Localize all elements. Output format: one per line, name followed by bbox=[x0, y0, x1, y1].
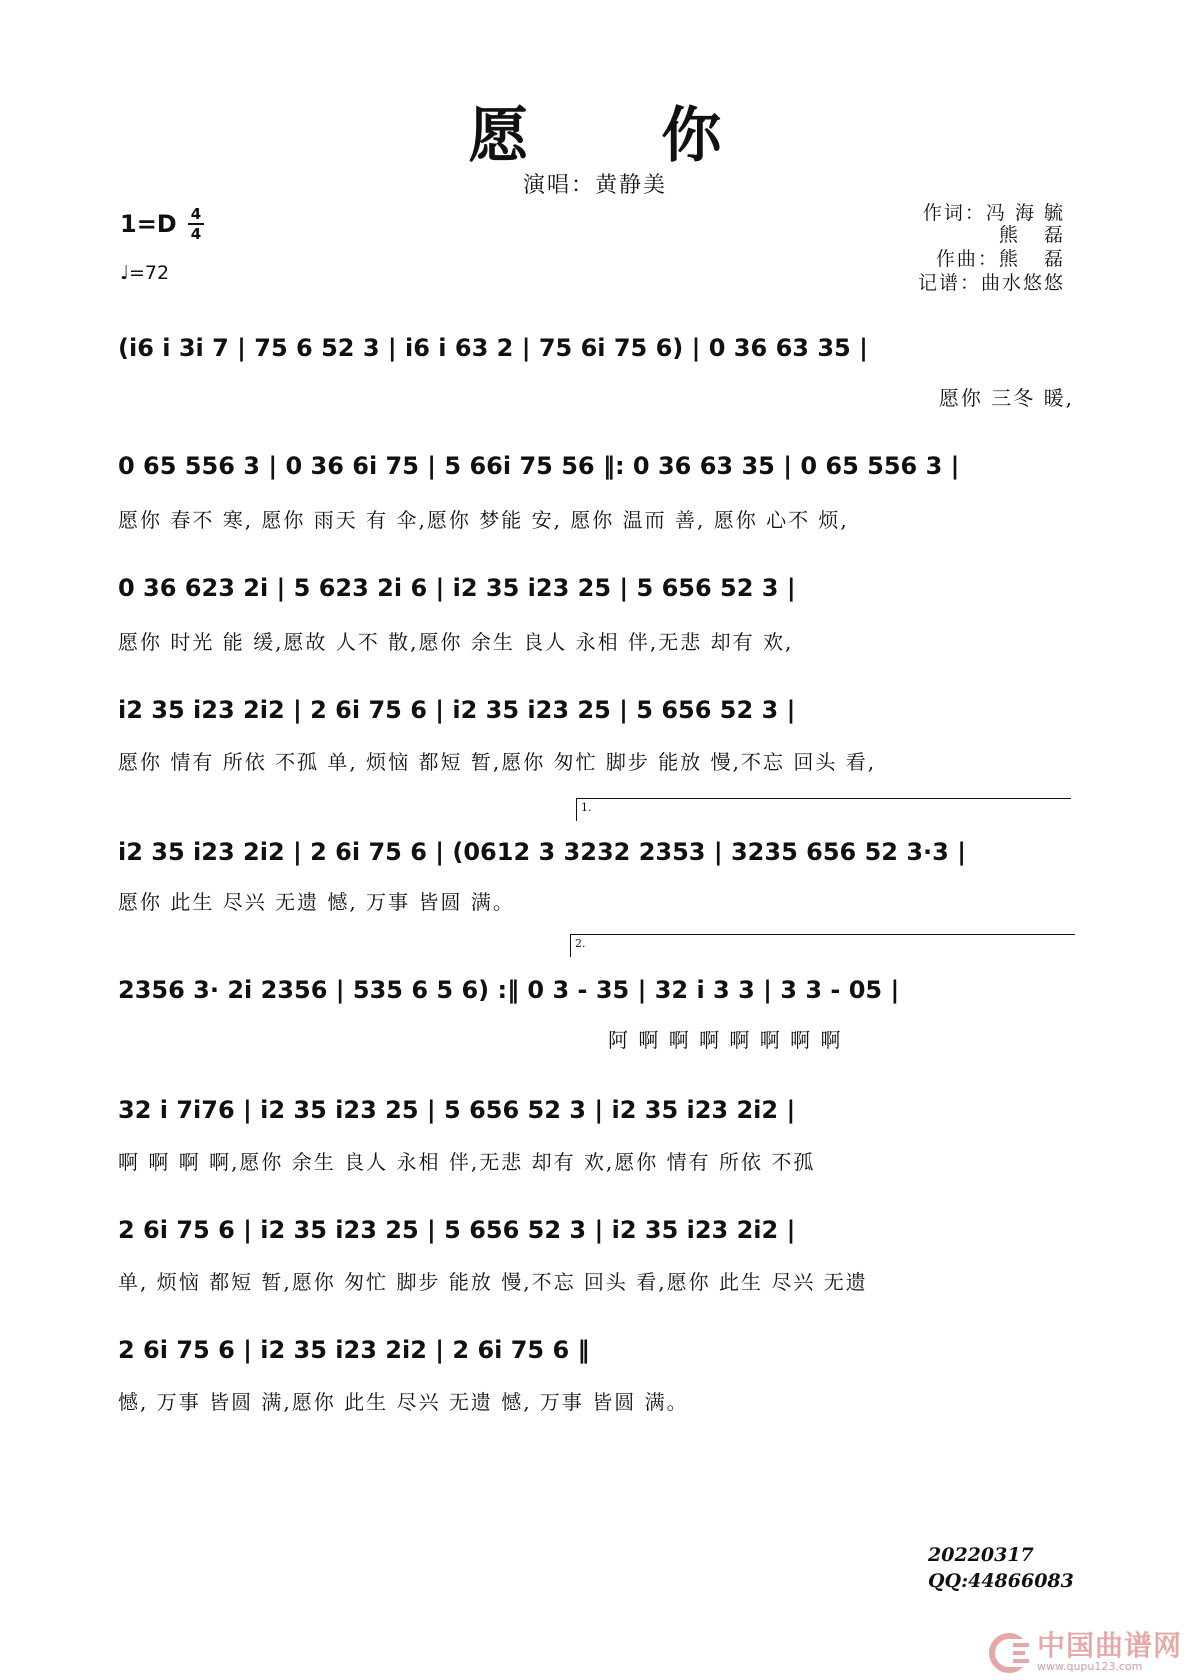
notation-row: i2 35 i23 2i2 | 2 6i 75 6 | (0612 3 3232 2353 | 3235 656 52 3·3 | bbox=[118, 838, 966, 866]
lyric-row: 愿你 时光 能 缓,愿故 人不 散,愿你 余生 良人 永相 伴,无悲 却有 欢, bbox=[118, 630, 794, 654]
volta-second-ending: 2. bbox=[570, 934, 1075, 957]
lyric-row: 阿 啊 啊 啊 啊 啊 啊 啊 bbox=[608, 1028, 843, 1052]
lyricist-credit-2: 熊 磊 bbox=[998, 224, 1065, 246]
time-signature-bottom: 4 bbox=[190, 225, 202, 243]
site-watermark bbox=[989, 1629, 1182, 1673]
time-signature-top: 4 bbox=[190, 205, 202, 223]
lyric-row: 憾, 万事 皆圆 满,愿你 此生 尽兴 无遗 憾, 万事 皆圆 满。 bbox=[118, 1390, 689, 1414]
lyricist-credit: 作词：冯 海 毓 bbox=[922, 202, 1065, 224]
lyric-row: 愿你 情有 所依 不孤 单, 烦恼 都短 暂,愿你 匆忙 脚步 能放 慢,不忘 回头 看, bbox=[118, 750, 877, 774]
notation-row: 0 36 623 2i | 5 623 2i 6 | i2 35 i23 25 | 5 656 52 3 | bbox=[118, 574, 796, 602]
notation-row: 32 i 7i76 | i2 35 i23 25 | 5 656 52 3 | i2 35 i23 2i2 | bbox=[118, 1096, 796, 1124]
lyric-row: 愿你 三冬 暖, bbox=[938, 386, 1074, 410]
tempo-marking: ♩=72 bbox=[120, 262, 170, 284]
transcriber-credit: 记谱：曲水悠悠 bbox=[917, 272, 1065, 294]
volta-first-ending: 1. bbox=[576, 798, 1071, 821]
notation-row: 2 6i 75 6 | i2 35 i23 25 | 5 656 52 3 | i2 35 i23 2i2 | bbox=[118, 1216, 796, 1244]
notation-row: 0 65 556 3 | 0 36 6i 75 | 5 66i 75 56 ‖: 0 36 63 35 | 0 65 556 3 | bbox=[118, 452, 960, 480]
singer-credit: 演唱：黄静美 bbox=[522, 173, 667, 198]
watermark-url: www.qupu123.com bbox=[1036, 1660, 1143, 1673]
watermark-logo-icon bbox=[989, 1633, 1033, 1673]
transcription-date: 20220317 bbox=[928, 1544, 1034, 1566]
watermark-text: 中国曲谱网 bbox=[1036, 1629, 1182, 1662]
notation-row: 2356 3· 2i 2356 | 535 6 5 6) :‖ 0 3 - 35 | 32 i 3 3 | 3 3 - 05 | bbox=[118, 976, 900, 1004]
song-title: 愿 你 bbox=[468, 101, 778, 171]
time-signature bbox=[188, 206, 204, 242]
lyric-row: 愿你 此生 尽兴 无遗 憾, 万事 皆圆 满。 bbox=[118, 890, 515, 914]
notation-row: i2 35 i23 2i2 | 2 6i 75 6 | i2 35 i23 25 | 5 656 52 3 | bbox=[118, 696, 796, 724]
notation-row: 2 6i 75 6 | i2 35 i23 2i2 | 2 6i 75 6 ‖ bbox=[118, 1336, 590, 1364]
lyric-row: 愿你 春不 寒, 愿你 雨天 有 伞,愿你 梦能 安, 愿你 温而 善, 愿你 心不 烦, bbox=[118, 508, 849, 532]
key-signature: 1=D bbox=[120, 210, 177, 238]
lyric-row: 啊 啊 啊 啊,愿你 余生 良人 永相 伴,无悲 却有 欢,愿你 情有 所依 不孤 bbox=[118, 1150, 816, 1174]
lyric-row: 单, 烦恼 都短 暂,愿你 匆忙 脚步 能放 慢,不忘 回头 看,愿你 此生 尽兴 无遗 bbox=[118, 1270, 868, 1294]
notation-row: (i6 i 3i 7 | 75 6 52 3 | i6 i 63 2 | 75 6i 75 6) | 0 36 63 35 | bbox=[118, 334, 868, 362]
composer-credit: 作曲：熊 磊 bbox=[935, 248, 1065, 270]
contact-qq: QQ:44866083 bbox=[928, 1570, 1074, 1592]
